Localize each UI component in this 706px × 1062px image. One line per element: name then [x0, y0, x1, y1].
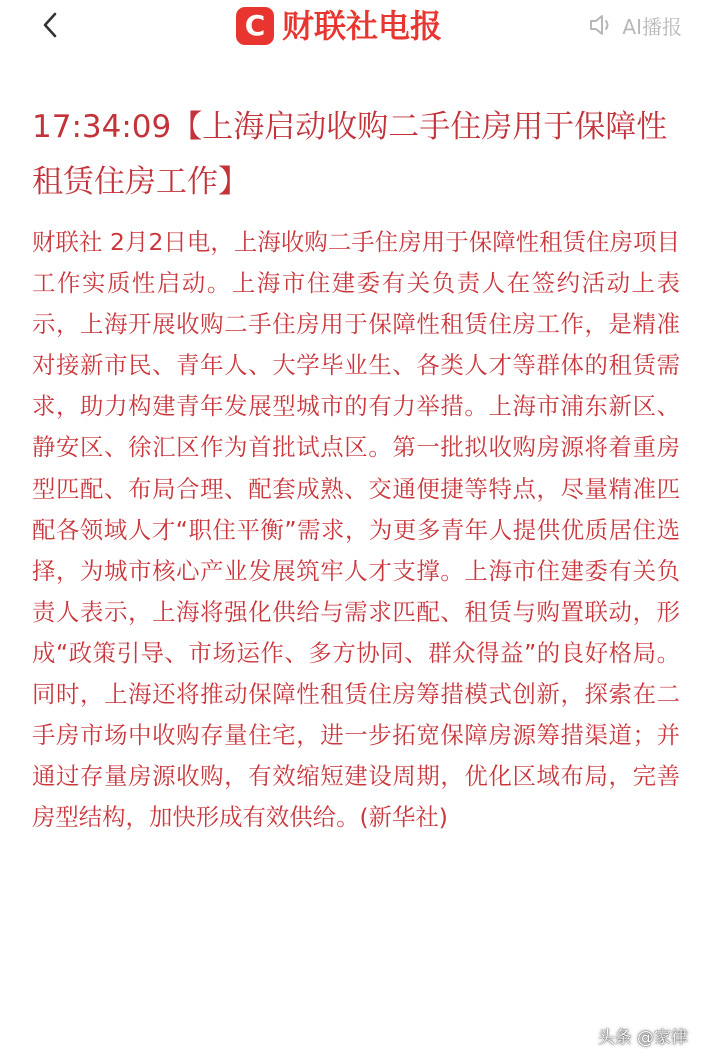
- article-body: 财联社 2月2日电，上海收购二手住房用于保障性租赁住房项目工作实质性启动。上海市住建委有关负责人在签约活动上表示，上海开展收购二手住房用于保障性租赁住房工作，是精准对接新市民、青年人、大学毕业生、各类人才等群体的租赁需求，助力构建青年发展型城市的有力举措。上海市浦东新区、静安区、徐汇区作为首批试点区。第一批拟收购房源将着重房型匹配、布局合理、配套成熟、交通便捷等特点，尽量精准匹配各领域人才“职住平衡”需求，为更多青年人提供优质居住选择，为城市核心产业发展筑牢人才支撑。上海市住建委有关负责人表示，上海将强化供给与需求匹配、租赁与购置联动，形成“政策引导、市场运作、多方协同、群众得益”的良好格局。同时，上海还将推动保障性租赁住房筹措模式创新，探索在二手房市场中收购存量住宅，进一步拓宽保障房源筹措渠道；并通过存量房源收购，有效缩短建设周期，优化区域布局，完善房型结构，加快形成有效供给。(新华社): [32, 228, 680, 832]
- speaker-icon: [588, 12, 616, 38]
- article-headline: [32, 100, 680, 210]
- top-nav-bar: [0, 0, 706, 62]
- chevron-left-icon: [36, 10, 66, 40]
- ai-broadcast-label: AI播报: [622, 14, 682, 39]
- watermark: 头条 @家律: [597, 1028, 688, 1048]
- article-title: 【上海启动收购二手住房用于保障性租赁住房工作】: [32, 109, 668, 200]
- logo-text: 财联社电报: [282, 7, 443, 45]
- ai-broadcast-button[interactable]: [588, 10, 682, 40]
- back-button[interactable]: [36, 10, 66, 40]
- cls-logo: [236, 6, 442, 46]
- article-time: 17:34:09: [32, 109, 172, 145]
- logo-badge: C: [236, 7, 274, 45]
- article: [32, 100, 680, 838]
